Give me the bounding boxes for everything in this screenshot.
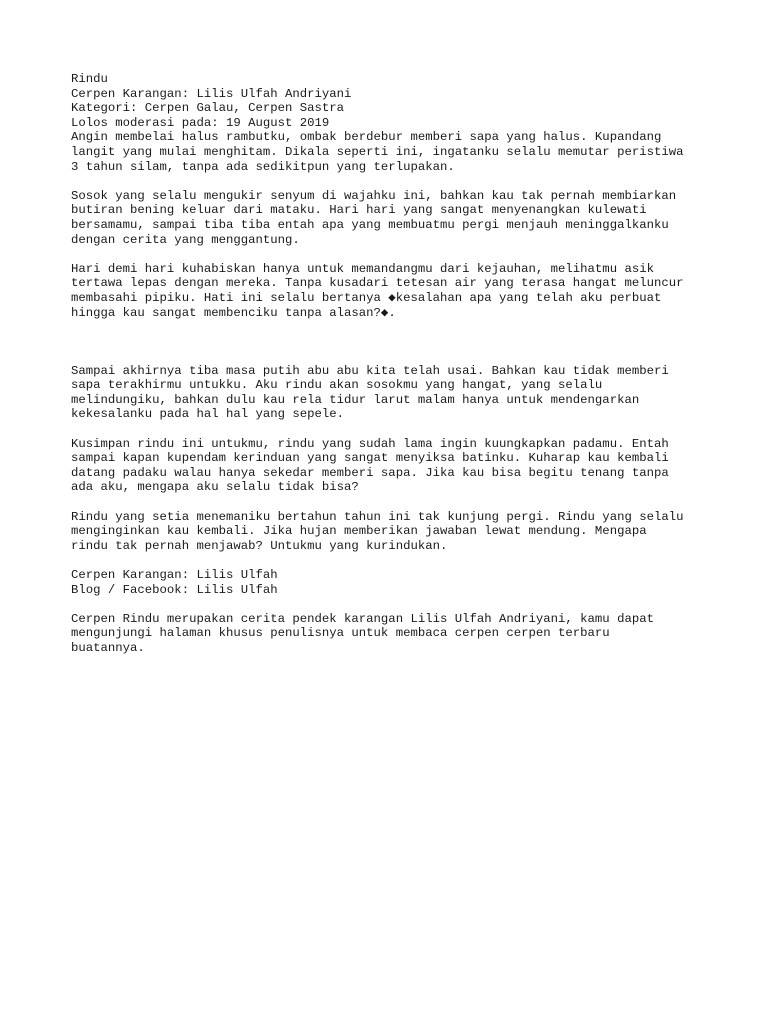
- category-line: Kategori: Cerpen Galau, Cerpen Sastra: [71, 101, 345, 116]
- paragraph-line: dengan cerita yang menggantung.: [71, 232, 300, 247]
- paragraph-line: sapa terakhirmu untukku. Aku rindu akan sosokmu yang hangat, yang selalu: [71, 378, 603, 393]
- paragraph-5: [71, 437, 711, 495]
- story-header: [71, 72, 711, 130]
- paragraph-line: kekesalanku pada hal hal yang sepele.: [71, 407, 345, 422]
- paragraph-line: Hari demi hari kuhabiskan hanya untuk memandangmu dari kejauhan, melihatmu asik: [71, 261, 654, 276]
- author-line: Cerpen Karangan: Lilis Ulfah Andriyani: [71, 86, 352, 101]
- paragraph-2: [71, 189, 711, 247]
- paragraph-line: Cerpen Rindu merupakan cerita pendek karangan Lilis Ulfah Andriyani, kamu dapat: [71, 611, 654, 626]
- paragraph-1: [71, 130, 711, 174]
- story-title: Rindu: [71, 72, 108, 86]
- paragraph-line: Angin membelai halus rambutku, ombak berdebur memberi sapa yang halus. Kupandang: [71, 130, 662, 145]
- document-page: [71, 72, 711, 670]
- paragraph-3: [71, 262, 711, 320]
- blank-gap: [71, 335, 711, 364]
- footer-blog-line: Blog / Facebook: Lilis Ulfah: [71, 582, 278, 597]
- author-credits: [71, 568, 711, 597]
- paragraph-line: tertawa lepas dengan mereka. Tanpa kusadari tetesan air yang terasa hangat meluncur: [71, 276, 684, 291]
- paragraph-line: menginginkan kau kembali. Jika hujan memberikan jawaban lewat mendung. Mengapa: [71, 524, 647, 539]
- paragraph-line: Rindu yang setia menemaniku bertahun tahun ini tak kunjung pergi. Rindu yang selalu: [71, 509, 684, 524]
- footer-note: [71, 612, 711, 656]
- paragraph-line: langit yang mulai menghitam. Dikala seperti ini, ingatanku selalu memutar peristiwa: [71, 144, 684, 159]
- paragraph-line: Sampai akhirnya tiba masa putih abu abu kita telah usai. Bahkan kau tidak memberi: [71, 363, 669, 378]
- paragraph-line: Sosok yang selalu mengukir senyum di wajahku ini, bahkan kau tak pernah membiarkan: [71, 188, 677, 203]
- paragraph-line: membasahi pipiku. Hati ini selalu bertanya ◆kesalahan apa yang telah aku perbuat: [71, 290, 662, 305]
- paragraph-4: [71, 364, 711, 422]
- paragraph-line: ada aku, mengapa aku selalu tidak bisa?: [71, 480, 359, 495]
- paragraph-line: buatannya.: [71, 640, 145, 655]
- paragraph-line: sampai kapan kupendam kerinduan yang sangat menyiksa batinku. Kuharap kau kembali: [71, 451, 669, 466]
- paragraph-line: mengunjungi halaman khusus penulisnya untuk membaca cerpen cerpen terbaru: [71, 626, 610, 641]
- paragraph-line: Kusimpan rindu ini untukmu, rindu yang sudah lama ingin kuungkapkan padamu. Entah: [71, 436, 669, 451]
- paragraph-line: datang padaku walau hanya sekedar memberi sapa. Jika kau bisa begitu tenang tanpa: [71, 465, 669, 480]
- paragraph-line: bersamamu, sampai tiba tiba entah apa yang membuatmu pergi menjauh meninggalkanku: [71, 217, 669, 232]
- footer-author-line: Cerpen Karangan: Lilis Ulfah: [71, 568, 278, 582]
- paragraph-line: 3 tahun silam, tanpa ada sedikitpun yang terlupakan.: [71, 159, 455, 174]
- paragraph-line: melindungiku, bahkan dulu kau rela tidur larut malam hanya untuk mendengarkan: [71, 392, 640, 407]
- moderation-date: Lolos moderasi pada: 19 August 2019: [71, 115, 330, 130]
- paragraph-line: rindu tak pernah menjawab? Untukmu yang kurindukan.: [71, 538, 448, 553]
- paragraph-line: butiran bening keluar dari mataku. Hari hari yang sangat menyenangkan kulewati: [71, 203, 647, 218]
- paragraph-6: [71, 510, 711, 554]
- paragraph-line: hingga kau sangat membenciku tanpa alasan?◆.: [71, 305, 396, 320]
